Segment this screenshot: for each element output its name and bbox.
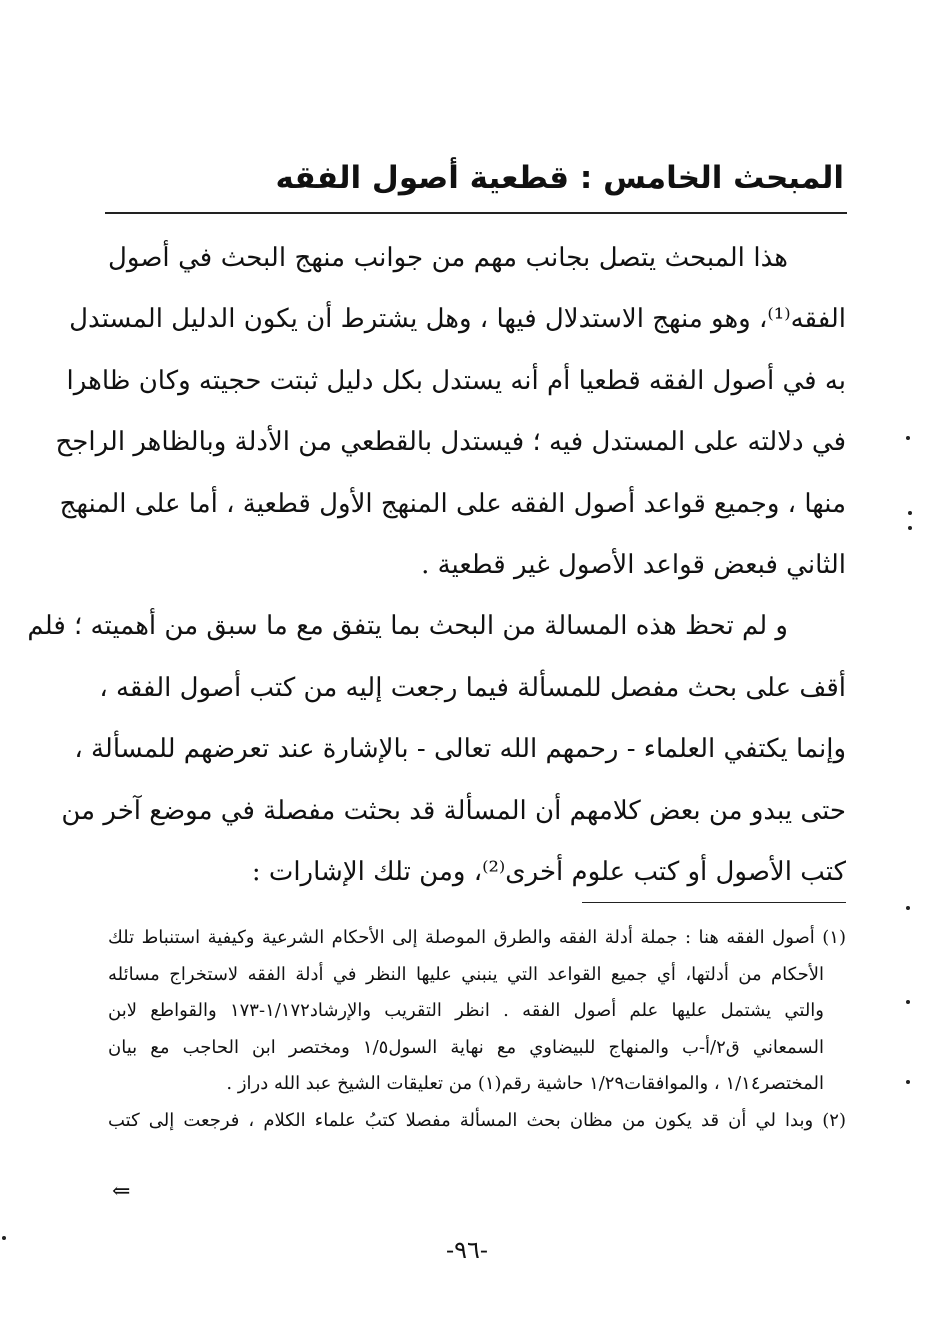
paragraph-1-line-2: الفقه⁽¹⁾، وهو منهج الاستدلال فيها ، وهل يشترط أن يكون الدليل المستدل <box>69 304 846 335</box>
scan-speck <box>2 1236 6 1240</box>
footnote-1-line-4: السمعاني ق٢/أ-ب والمنهاج للبيضاوي مع نهاية السول١/٥ ومختصر ابن الحاجب مع بيان <box>108 1036 824 1058</box>
paragraph-2-line-5: كتب الأصول أو كتب علوم أخرى⁽²⁾، ومن تلك الإشارات : <box>251 856 846 887</box>
footnote-1-line-1: (١) أصول الفقه هنا : جملة أدلة الفقه والطرق الموصلة إلى الأحكام الشرعية وكيفية استنباط تلك <box>108 927 846 948</box>
scan-speck <box>908 526 912 530</box>
paragraph-2-line-1: و لم تحظ هذه المسالة من البحث بما يتفق مع ما سبق من أهميته ؛ فلم <box>27 611 788 642</box>
footnote-2-line-1: (٢) وبدا لي أن قد يكون من مظان بحث المسألة مفصلا كتبُ علماء الكلام ، فرجعت إلى كتب <box>108 1109 846 1131</box>
footnotes <box>108 920 846 1139</box>
scan-speck <box>906 1080 910 1084</box>
scan-speck <box>906 1000 910 1004</box>
paragraph-1-line-1: هذا المبحث يتصل بجانب مهم من جوانب منهج البحث في أصول <box>108 243 788 273</box>
scan-speck <box>906 906 910 910</box>
section-heading: المبحث الخامس : قطعية أصول الفقه <box>275 160 844 196</box>
footnote-separator <box>582 902 846 903</box>
scan-speck <box>906 436 910 440</box>
paragraph-2-line-4: حتى يبدو من بعض كلامهم أن المسألة قد بحثت مفصلة في موضع آخر من <box>61 795 846 826</box>
paragraph-1-line-6: الثاني فبعض قواعد الأصول غير قطعية . <box>421 549 846 580</box>
paragraph-1-line-3: به في أصول الفقه قطعيا أم أنه يستدل بكل دليل ثبتت حجيته وكان ظاهرا <box>66 365 846 396</box>
footnote-1-line-3: والتي يشتمل عليها علم أصول الفقه . انظر التقريب والإرشاد١/١٧٢-١٧٣ والقواطع لابن <box>108 1000 824 1021</box>
footnote-1-line-2: الأحكام من أدلتها، أي جميع القواعد التي ينبني عليها النظر في أدلة الفقه لاستخراج مسائله <box>108 963 824 985</box>
paragraph-2-line-3: وإنما يكتفي العلماء - رحمهم الله تعالى - بالإشارة عند تعرضهم للمسألة ، <box>74 734 846 765</box>
paragraph-1-line-4: في دلالته على المستدل فيه ؛ فيستدل بالقطعي من الأدلة وبالظاهر الراجح <box>55 427 846 458</box>
paragraph-2-line-2: أقف على بحث مفصل للمسألة فيما رجعت إليه من كتب أصول الفقه ، <box>99 672 846 703</box>
paragraph-1-line-5: منها ، وجميع قواعد أصول الفقه على المنهج الأول قطعية ، أما على المنهج <box>59 488 846 519</box>
scan-speck <box>908 511 912 515</box>
footnote-1-line-5: المختصر١/١٤ ، والموافقات١/٢٩ حاشية رقم(١) من تعليقات الشيخ عبد الله دراز . <box>226 1073 824 1094</box>
heading-underline <box>105 212 847 214</box>
main-text <box>27 228 846 903</box>
page-number: -٩٦- <box>446 1236 488 1264</box>
continuation-arrow-icon: ⇐ <box>112 1179 131 1204</box>
